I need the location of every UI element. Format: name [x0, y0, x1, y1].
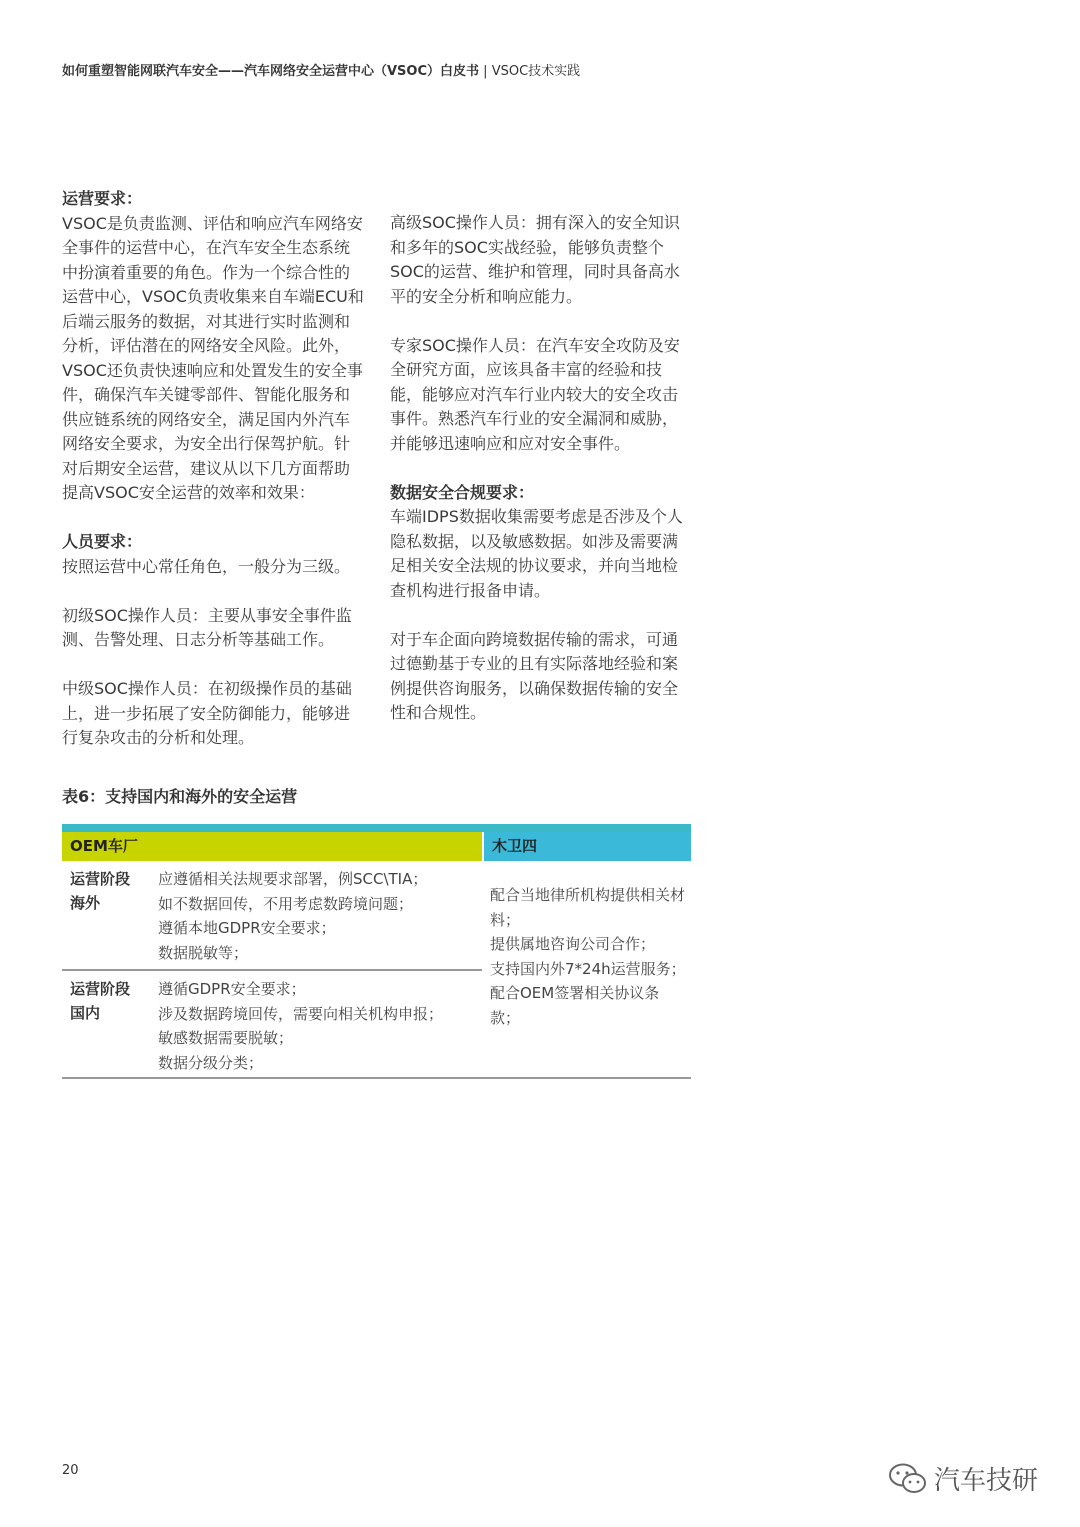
table-row-domestic: [62, 971, 482, 1077]
mid-operator: 中级SOC操作人员：在初级操作员的基础上，进一步拓展了安全防御能力，能够进行复杂攻击的分析和处理。: [62, 679, 352, 747]
expert-operator: 专家SOC操作人员：在汽车安全攻防及安全研究方面，应该具备丰富的经验和技能，能够应对汽车行业内较大的安全攻击事件。熟悉汽车行业的安全漏洞和威胁，并能够迅速响应和应对安全事件。: [390, 335, 680, 453]
junior-operator: 初级SOC操作人员：主要从事安全事件监测、告警处理、日志分析等基础工作。: [62, 605, 352, 649]
header-section: VSOC技术实践: [491, 64, 581, 79]
list-item: 如不数据回传，不用考虑数跨境问题；: [158, 894, 414, 913]
list-item: 涉及数据跨境回传，需要向相关机构申报；: [158, 1004, 444, 1023]
row-label-line2: 国内: [70, 1004, 101, 1022]
header-title: 如何重塑智能网联汽车安全——汽车网络安全运营中心（VSOC）白皮书: [62, 64, 480, 79]
list-item: 配合OEM签署相关协议条款；: [490, 984, 660, 1027]
list-item: 遵循GDPR安全要求；: [158, 980, 306, 998]
list-item: 配合当地律所机构提供相关材料；: [490, 886, 686, 929]
table-header: [62, 832, 691, 861]
list-item: 数据脱敏等；: [158, 943, 249, 962]
page-number: 20: [62, 1463, 79, 1478]
row-label-line1: 运营阶段: [70, 870, 131, 888]
list-item: 应遵循相关法规要求部署，例SCC\TIA；: [158, 870, 428, 888]
list-item: 敏感数据需要脱敏；: [158, 1029, 294, 1047]
heading-data-compliance: 数据安全合规要求：: [390, 482, 535, 502]
row-label-line1: 运营阶段: [70, 980, 131, 998]
row-items: [158, 867, 478, 965]
list-item: 遵循本地GDPR安全要求；: [158, 919, 336, 937]
watermark: [888, 1460, 1038, 1497]
table-row-overseas: [62, 861, 482, 971]
header-oem: OEM车厂: [62, 832, 482, 861]
table-title: 表6：支持国内和海外的安全运营: [62, 787, 298, 806]
list-item: 提供属地咨询公司合作；: [490, 935, 656, 953]
row-label-line2: 海外: [70, 894, 101, 912]
left-column: [62, 187, 364, 751]
table-top-bar: [62, 824, 691, 832]
heading-operation-requirements: 运营要求：: [62, 189, 143, 208]
table-body: [62, 861, 691, 1079]
wechat-icon: [888, 1462, 928, 1496]
heading-staff-requirements: 人员要求：: [62, 532, 143, 551]
list-item: 支持国内外7*24h运营服务；: [490, 959, 686, 978]
idps-paragraph: 车端IDPS数据收集需要考虑是否涉及个人隐私数据，以及敏感数据。如涉及需要满足相关安全法规的协议要求，并向当地检查机构进行报备申请。: [390, 507, 683, 600]
intro-paragraph: VSOC是负责监测、评估和响应汽车网络安全事件的运营中心，在汽车安全生态系统中扮演着重要的角色。作为一个综合性的运营中心，VSOC负责收集来自车端ECU和后端云服务的数据，对其进行实时监测和分析，评估潜在的网络安全风险。此外，VSOC还负责快速响应和处置发生的安全事件，确保汽车关键零部件、智能化服务和供应链系统的网络安全，满足国内外汽车网络安全要求，为安全出行保驾护航。针对后期安全运营，建议从以下几方面帮助提高VSOC安全运营的效率和效果：: [62, 213, 364, 502]
right-column: [390, 211, 692, 726]
header-separator: |: [483, 64, 488, 79]
mws-cell: [490, 883, 686, 1030]
row-label: [70, 867, 150, 915]
staff-intro: 按照运营中心常任角色，一般分为三级。: [62, 556, 351, 576]
list-item: 数据分级分类；: [158, 1053, 264, 1072]
page-header: [62, 60, 580, 79]
row-label: [70, 977, 150, 1025]
crossborder-paragraph: 对于车企面向跨境数据传输的需求，可通过德勤基于专业的且有实际落地经验和案例提供咨询服务，以确保数据传输的安全性和合规性。: [390, 629, 679, 722]
watermark-text: 汽车技研: [934, 1466, 1039, 1496]
header-mws: 木卫四: [482, 832, 691, 861]
senior-operator: 高级SOC操作人员：拥有深入的安全知识和多年的SOC实战经验，能够负责整个SOC的运营、维护和管理，同时具备高水平的安全分析和响应能力。: [390, 213, 680, 306]
operations-table: [62, 824, 691, 1079]
row-items: [158, 977, 478, 1075]
